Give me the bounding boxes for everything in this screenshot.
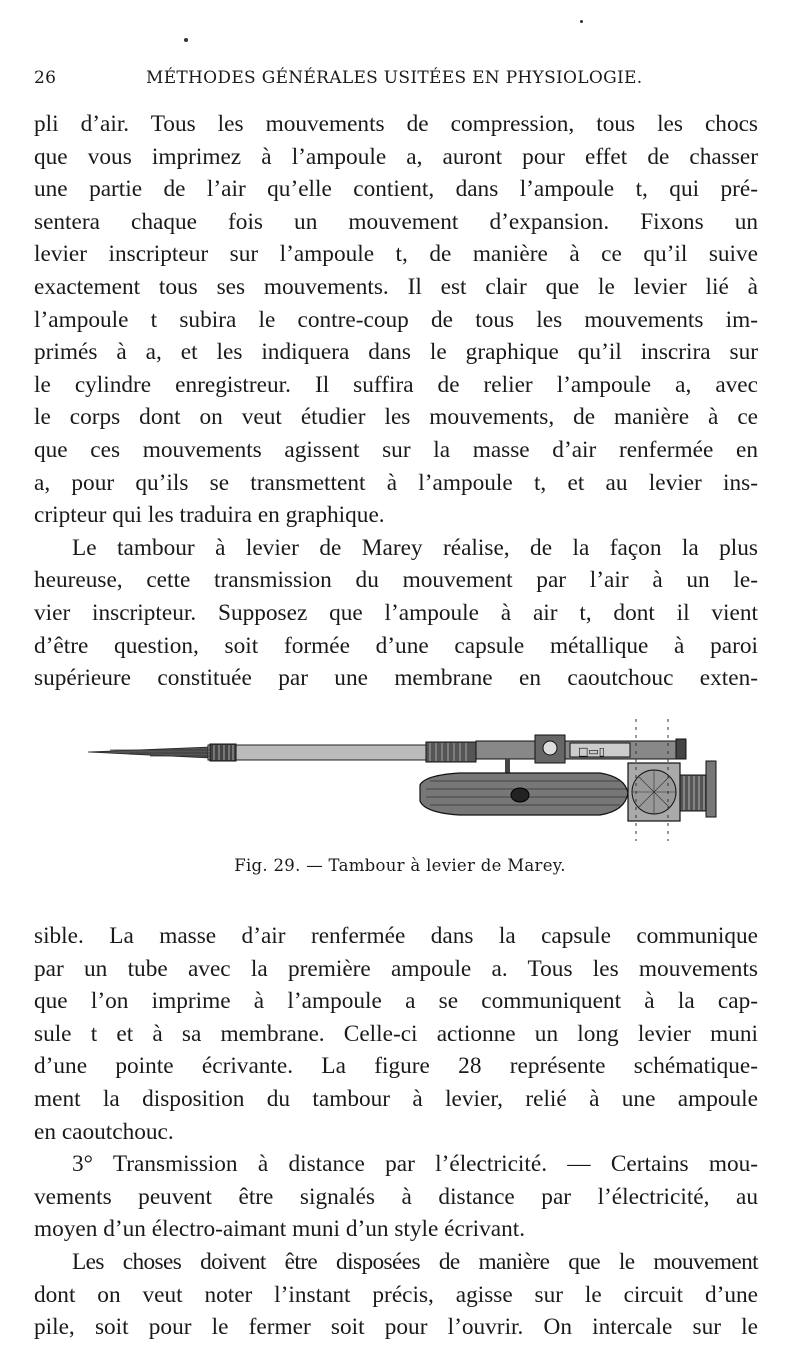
text-line: dont on veut noter l’instant précis, agisse sur le circuit d’une bbox=[34, 1281, 758, 1308]
text-line: ment la disposition du tambour à levier, relié à une ampoule bbox=[34, 1085, 758, 1112]
text-line: Les choses doivent être disposées de manière que le mouvement bbox=[72, 1248, 758, 1275]
text-line: Le tambour à levier de Marey réalise, de la façon la plus bbox=[72, 534, 758, 561]
svg-text:□▭▯: □▭▯ bbox=[578, 745, 605, 758]
text-line: heureuse, cette transmission du mouvement par l’air à un le- bbox=[34, 567, 758, 594]
figure-caption: Fig. 29. — Tambour à levier de Marey. bbox=[234, 856, 566, 875]
text-line: 3° Transmission à distance par l’électricité. — Certains mou- bbox=[72, 1151, 758, 1178]
text-line: l’ampoule t subira le contre-coup de tous les mouvements im- bbox=[34, 306, 758, 333]
text-line: cripteur qui les traduira en graphique. bbox=[34, 502, 385, 529]
text-line: sentera chaque fois un mouvement d’expansion. Fixons un bbox=[34, 208, 758, 235]
text-line: supérieure constituée par une membrane en caoutchouc exten- bbox=[34, 665, 758, 692]
text-line: que ces mouvements agissent sur la masse d’air renfermée en bbox=[34, 436, 758, 463]
text-line: d’être question, soit formée d’une capsule métallique à paroi bbox=[34, 632, 758, 659]
page-number: 26 bbox=[34, 68, 57, 88]
text-line: le corps dont on veut étudier les mouvements, de manière à ce bbox=[34, 404, 758, 431]
text-line: que vous imprimez à l’ampoule a, auront pour effet de chasser bbox=[34, 143, 758, 170]
tambour-a-levier-illustration bbox=[80, 715, 720, 845]
text-line: une partie de l’air qu’elle contient, dans l’ampoule t, qui pré- bbox=[34, 176, 758, 203]
text-line: en caoutchouc. bbox=[34, 1118, 174, 1145]
text-line: vier inscripteur. Supposez que l’ampoule à air t, dont il vient bbox=[34, 599, 758, 626]
text-line: sule t et à sa membrane. Celle-ci actionne un long levier muni bbox=[34, 1020, 758, 1047]
text-line: pile, soit pour le fermer soit pour l’ouvrir. On intercale sur le bbox=[34, 1314, 758, 1341]
text-line: d’une pointe écrivante. La figure 28 représente schématique- bbox=[34, 1053, 758, 1080]
ink-speck bbox=[184, 38, 188, 42]
text-line: levier inscripteur sur l’ampoule t, de manière à ce qu’il suive bbox=[34, 241, 758, 268]
paragraph-block-2 bbox=[34, 920, 758, 1344]
text-line: par un tube avec la première ampoule a. Tous les mouvements bbox=[34, 955, 758, 982]
text-line: le cylindre enregistreur. Il suffira de relier l’ampoule a, avec bbox=[34, 371, 758, 398]
text-line: exactement tous ses mouvements. Il est clair que le levier lié à bbox=[34, 273, 758, 300]
text-line: sible. La masse d’air renfermée dans la capsule communique bbox=[34, 923, 758, 949]
text-line: moyen d’un électro-aimant muni d’un style écrivant. bbox=[34, 1216, 526, 1243]
text-line: vements peuvent être signalés à distance par l’électricité, au bbox=[34, 1183, 758, 1210]
text-line: que l’on imprime à l’ampoule a se communiquent à la cap- bbox=[34, 988, 758, 1015]
ink-speck bbox=[580, 20, 583, 23]
text-line: primés à a, et les indiquera dans le graphique qu’il inscrira sur bbox=[34, 339, 758, 366]
paragraph-block-1 bbox=[34, 108, 758, 695]
text-line: a, pour qu’ils se transmettent à l’ampoule t, et au levier ins- bbox=[34, 469, 758, 496]
running-title: MÉTHODES GÉNÉRALES USITÉES EN PHYSIOLOGIE. bbox=[146, 68, 643, 88]
text-line: pli d’air. Tous les mouvements de compression, tous les chocs bbox=[34, 111, 758, 137]
